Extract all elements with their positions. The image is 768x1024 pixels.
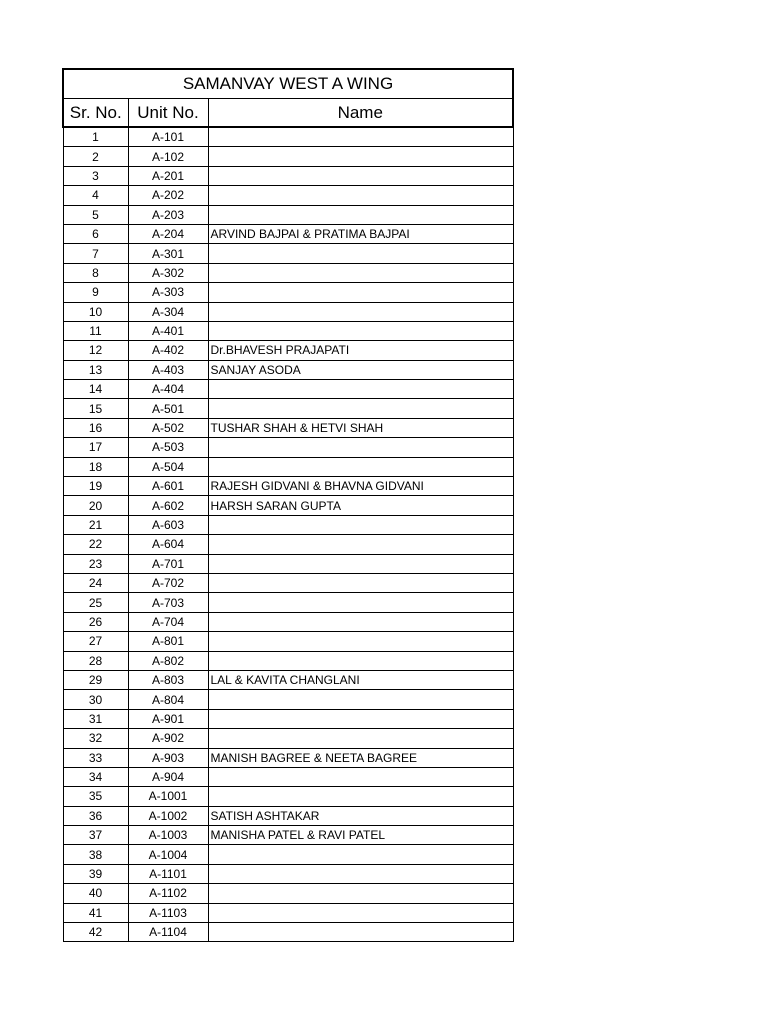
table-row [63,418,513,437]
name-cell [208,903,513,922]
table-row [63,205,513,224]
sr-cell: 29 [63,670,128,689]
unit-cell: A-303 [128,283,208,302]
unit-cell: A-803 [128,670,208,689]
unit-cell: A-804 [128,690,208,709]
sr-cell: 13 [63,360,128,379]
unit-cell: A-101 [128,127,208,147]
unit-cell: A-404 [128,380,208,399]
table-row [63,651,513,670]
table-row [63,884,513,903]
unit-cell: A-304 [128,302,208,321]
unit-cell: A-203 [128,205,208,224]
residents-sheet [62,68,512,942]
name-cell [208,244,513,263]
table-row [63,399,513,418]
unit-cell: A-904 [128,767,208,786]
name-cell [208,709,513,728]
unit-cell: A-603 [128,515,208,534]
unit-cell: A-202 [128,186,208,205]
name-cell: SATISH ASHTAKAR [208,806,513,825]
sr-cell: 27 [63,632,128,651]
name-cell: MANISHA PATEL & RAVI PATEL [208,826,513,845]
sr-cell: 8 [63,263,128,282]
unit-cell: A-204 [128,224,208,243]
sr-cell: 22 [63,535,128,554]
table-row [63,341,513,360]
sr-cell: 14 [63,380,128,399]
name-cell [208,205,513,224]
name-cell [208,787,513,806]
table-row [63,166,513,185]
sr-cell: 35 [63,787,128,806]
unit-cell: A-1102 [128,884,208,903]
sr-cell: 24 [63,573,128,592]
name-cell [208,166,513,185]
table-row [63,903,513,922]
name-cell [208,302,513,321]
name-cell [208,283,513,302]
name-cell: LAL & KAVITA CHANGLANI [208,670,513,689]
sr-cell: 23 [63,554,128,573]
sr-cell: 2 [63,147,128,166]
name-cell: TUSHAR SHAH & HETVI SHAH [208,418,513,437]
table-row [63,845,513,864]
unit-cell: A-704 [128,612,208,631]
sr-cell: 36 [63,806,128,825]
header-row [63,99,513,128]
table-row [63,477,513,496]
table-row [63,380,513,399]
unit-cell: A-1004 [128,845,208,864]
table-row [63,515,513,534]
table-row [63,457,513,476]
sr-cell: 19 [63,477,128,496]
unit-cell: A-503 [128,438,208,457]
sr-cell: 1 [63,127,128,147]
table-row [63,302,513,321]
table-row [63,186,513,205]
unit-cell: A-401 [128,321,208,340]
sr-cell: 33 [63,748,128,767]
unit-cell: A-902 [128,729,208,748]
sr-cell: 11 [63,321,128,340]
name-cell [208,147,513,166]
sr-cell: 31 [63,709,128,728]
name-cell: RAJESH GIDVANI & BHAVNA GIDVANI [208,477,513,496]
sr-cell: 42 [63,923,128,942]
sr-cell: 12 [63,341,128,360]
unit-cell: A-402 [128,341,208,360]
name-cell [208,845,513,864]
unit-cell: A-701 [128,554,208,573]
name-cell [208,263,513,282]
header-unit-no: Unit No. [128,99,208,128]
unit-cell: A-1001 [128,787,208,806]
table-title: SAMANVAY WEST A WING [63,69,513,99]
name-cell: MANISH BAGREE & NEETA BAGREE [208,748,513,767]
sr-cell: 5 [63,205,128,224]
sr-cell: 21 [63,515,128,534]
name-cell [208,690,513,709]
unit-cell: A-102 [128,147,208,166]
table-row [63,632,513,651]
sr-cell: 39 [63,864,128,883]
table-row [63,224,513,243]
name-cell [208,651,513,670]
unit-cell: A-703 [128,593,208,612]
table-row [63,612,513,631]
name-cell [208,321,513,340]
sr-cell: 7 [63,244,128,263]
table-row [63,321,513,340]
sr-cell: 3 [63,166,128,185]
unit-cell: A-1003 [128,826,208,845]
name-cell [208,573,513,592]
name-cell [208,554,513,573]
table-row [63,147,513,166]
name-cell [208,593,513,612]
unit-cell: A-1002 [128,806,208,825]
table-row [63,496,513,515]
table-row [63,709,513,728]
sr-cell: 38 [63,845,128,864]
name-cell: ARVIND BAJPAI & PRATIMA BAJPAI [208,224,513,243]
name-cell: HARSH SARAN GUPTA [208,496,513,515]
name-cell [208,186,513,205]
table-row [63,767,513,786]
name-cell [208,923,513,942]
unit-cell: A-1104 [128,923,208,942]
unit-cell: A-801 [128,632,208,651]
unit-cell: A-201 [128,166,208,185]
name-cell [208,515,513,534]
residents-table [62,68,514,942]
unit-cell: A-403 [128,360,208,379]
unit-cell: A-1103 [128,903,208,922]
name-cell [208,535,513,554]
unit-cell: A-1101 [128,864,208,883]
unit-cell: A-501 [128,399,208,418]
sr-cell: 25 [63,593,128,612]
unit-cell: A-302 [128,263,208,282]
table-row [63,244,513,263]
sr-cell: 28 [63,651,128,670]
sr-cell: 20 [63,496,128,515]
table-row [63,826,513,845]
name-cell [208,127,513,147]
sr-cell: 37 [63,826,128,845]
name-cell [208,632,513,651]
name-cell: SANJAY ASODA [208,360,513,379]
table-row [63,438,513,457]
name-cell [208,729,513,748]
table-row [63,806,513,825]
name-cell [208,884,513,903]
table-row [63,263,513,282]
name-cell [208,438,513,457]
sr-cell: 16 [63,418,128,437]
sr-cell: 41 [63,903,128,922]
sr-cell: 40 [63,884,128,903]
sr-cell: 6 [63,224,128,243]
sr-cell: 18 [63,457,128,476]
name-cell [208,612,513,631]
table-row [63,670,513,689]
sr-cell: 17 [63,438,128,457]
sr-cell: 9 [63,283,128,302]
unit-cell: A-702 [128,573,208,592]
table-row [63,787,513,806]
sr-cell: 30 [63,690,128,709]
table-row [63,864,513,883]
table-body [63,127,513,942]
name-cell [208,399,513,418]
unit-cell: A-602 [128,496,208,515]
sr-cell: 34 [63,767,128,786]
table-row [63,554,513,573]
unit-cell: A-802 [128,651,208,670]
header-sr-no: Sr. No. [63,99,128,128]
name-cell [208,380,513,399]
unit-cell: A-301 [128,244,208,263]
sr-cell: 4 [63,186,128,205]
table-row [63,127,513,147]
unit-cell: A-601 [128,477,208,496]
table-row [63,593,513,612]
unit-cell: A-901 [128,709,208,728]
table-row [63,748,513,767]
table-row [63,690,513,709]
title-row [63,69,513,99]
unit-cell: A-502 [128,418,208,437]
unit-cell: A-903 [128,748,208,767]
table-row [63,729,513,748]
table-row [63,283,513,302]
name-cell [208,767,513,786]
sr-cell: 32 [63,729,128,748]
table-row [63,923,513,942]
table-row [63,535,513,554]
name-cell [208,864,513,883]
sr-cell: 26 [63,612,128,631]
table-row [63,573,513,592]
sr-cell: 10 [63,302,128,321]
header-name: Name [208,99,513,128]
sr-cell: 15 [63,399,128,418]
name-cell [208,457,513,476]
table-row [63,360,513,379]
unit-cell: A-504 [128,457,208,476]
unit-cell: A-604 [128,535,208,554]
name-cell: Dr.BHAVESH PRAJAPATI [208,341,513,360]
